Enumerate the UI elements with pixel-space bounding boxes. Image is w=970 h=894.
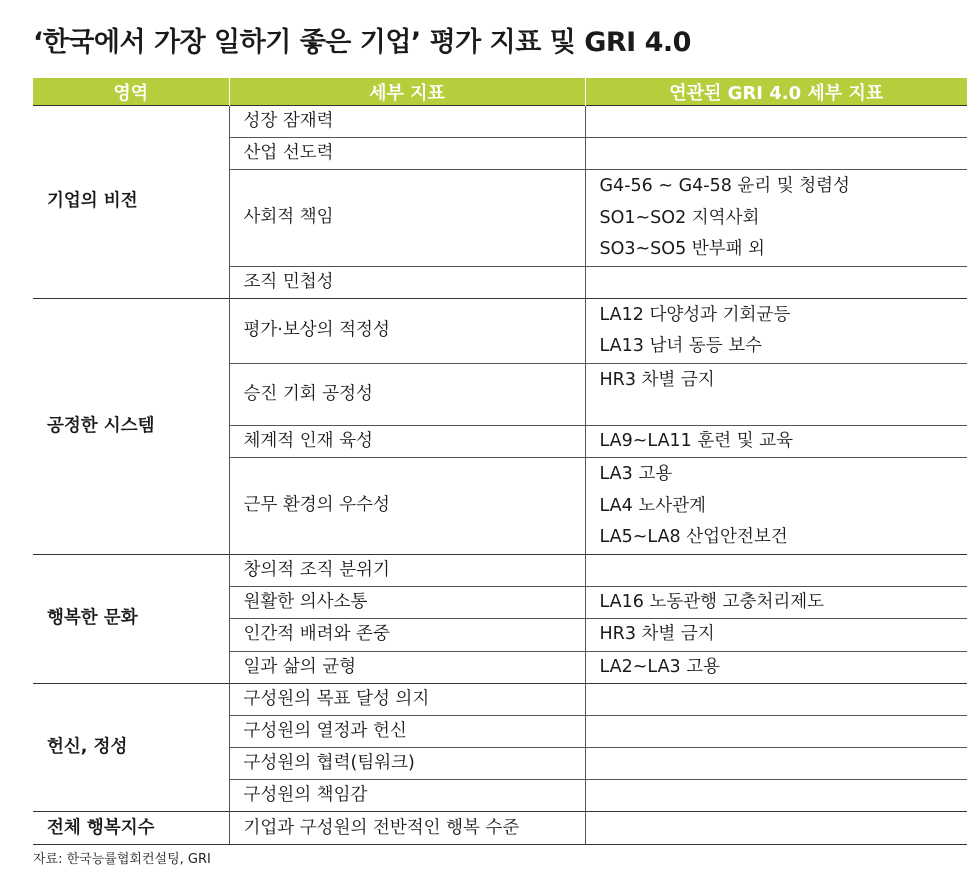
gri-item: HR3 차별 금지 [599, 624, 715, 644]
gri-cell [585, 619, 967, 652]
indicator-cell: 구성원의 목표 달성 의지 [229, 684, 585, 716]
gri-cell [585, 266, 967, 298]
gri-cell [585, 748, 967, 780]
area-cell: 공정한 시스템 [33, 298, 229, 554]
indicator-cell: 인간적 배려와 존중 [229, 619, 585, 652]
header-area: 영역 [33, 78, 229, 106]
gri-item: LA12 다양성과 기회균등 [599, 304, 791, 325]
indicator-cell: 창의적 조직 분위기 [229, 554, 585, 586]
table-row [33, 812, 967, 845]
gri-cell [585, 812, 967, 845]
indicator-cell: 조직 민첩성 [229, 266, 585, 298]
gri-item: G4-56 ~ G4-58 윤리 및 청렴성 [599, 176, 850, 196]
indicator-cell: 구성원의 협력(팀워크) [229, 748, 585, 780]
page-title: ‘한국에서 가장 일하기 좋은 기업’ 평가 지표 및 GRI 4.0 [33, 27, 691, 58]
gri-cell [585, 554, 967, 586]
area-cell: 행복한 문화 [33, 554, 229, 684]
indicator-cell: 구성원의 열정과 헌신 [229, 716, 585, 748]
indicator-cell: 평가·보상의 적정성 [229, 298, 585, 363]
indicator-cell: 근무 환경의 우수성 [229, 458, 585, 555]
table-row [33, 554, 967, 586]
gri-item: LA3 고용 [599, 464, 673, 484]
indicator-cell: 일과 삶의 균형 [229, 651, 585, 684]
gri-table [33, 78, 967, 845]
gri-item: LA16 노동관행 고충처리제도 [599, 591, 825, 612]
table-body [33, 106, 967, 845]
indicator-cell: 원활한 의사소통 [229, 586, 585, 619]
gri-item: HR3 차별 금지 [599, 369, 715, 390]
gri-item: LA5~LA8 산업안전보건 [599, 527, 788, 547]
gri-cell [585, 780, 967, 812]
gri-cell [585, 684, 967, 716]
indicator-cell: 성장 잠재력 [229, 106, 585, 138]
gri-cell [585, 586, 967, 619]
indicator-cell: 구성원의 책임감 [229, 780, 585, 812]
table-row [33, 684, 967, 716]
gri-item: SO3~SO5 반부패 외 [599, 239, 765, 259]
table-header-row [33, 78, 967, 106]
area-cell: 기업의 비전 [33, 106, 229, 299]
gri-item: LA9~LA11 훈련 및 교육 [599, 430, 794, 451]
gri-cell [585, 106, 967, 138]
header-indicator: 세부 지표 [229, 78, 585, 106]
area-cell: 전체 행복지수 [33, 812, 229, 845]
gri-cell [585, 651, 967, 684]
gri-cell [585, 363, 967, 425]
gri-cell [585, 298, 967, 363]
gri-cell [585, 138, 967, 170]
indicator-cell: 승진 기회 공정성 [229, 363, 585, 425]
area-cell: 헌신, 정성 [33, 684, 229, 812]
gri-item: LA13 남녀 동등 보수 [599, 336, 763, 356]
indicator-cell: 산업 선도력 [229, 138, 585, 170]
gri-cell [585, 170, 967, 267]
indicator-cell: 체계적 인재 육성 [229, 425, 585, 458]
source-note: 자료: 한국능률협회컨설팅, GRI [33, 852, 211, 867]
indicator-cell: 기업과 구성원의 전반적인 행복 수준 [229, 812, 585, 845]
gri-item: SO1~SO2 지역사회 [599, 207, 760, 228]
header-gri: 연관된 GRI 4.0 세부 지표 [585, 78, 967, 106]
gri-cell [585, 458, 967, 555]
table-row [33, 106, 967, 138]
indicator-cell: 사회적 책임 [229, 170, 585, 267]
gri-item: LA2~LA3 고용 [599, 656, 721, 677]
gri-item: LA4 노사관계 [599, 495, 706, 516]
table-row [33, 298, 967, 363]
gri-cell [585, 716, 967, 748]
gri-cell [585, 425, 967, 458]
